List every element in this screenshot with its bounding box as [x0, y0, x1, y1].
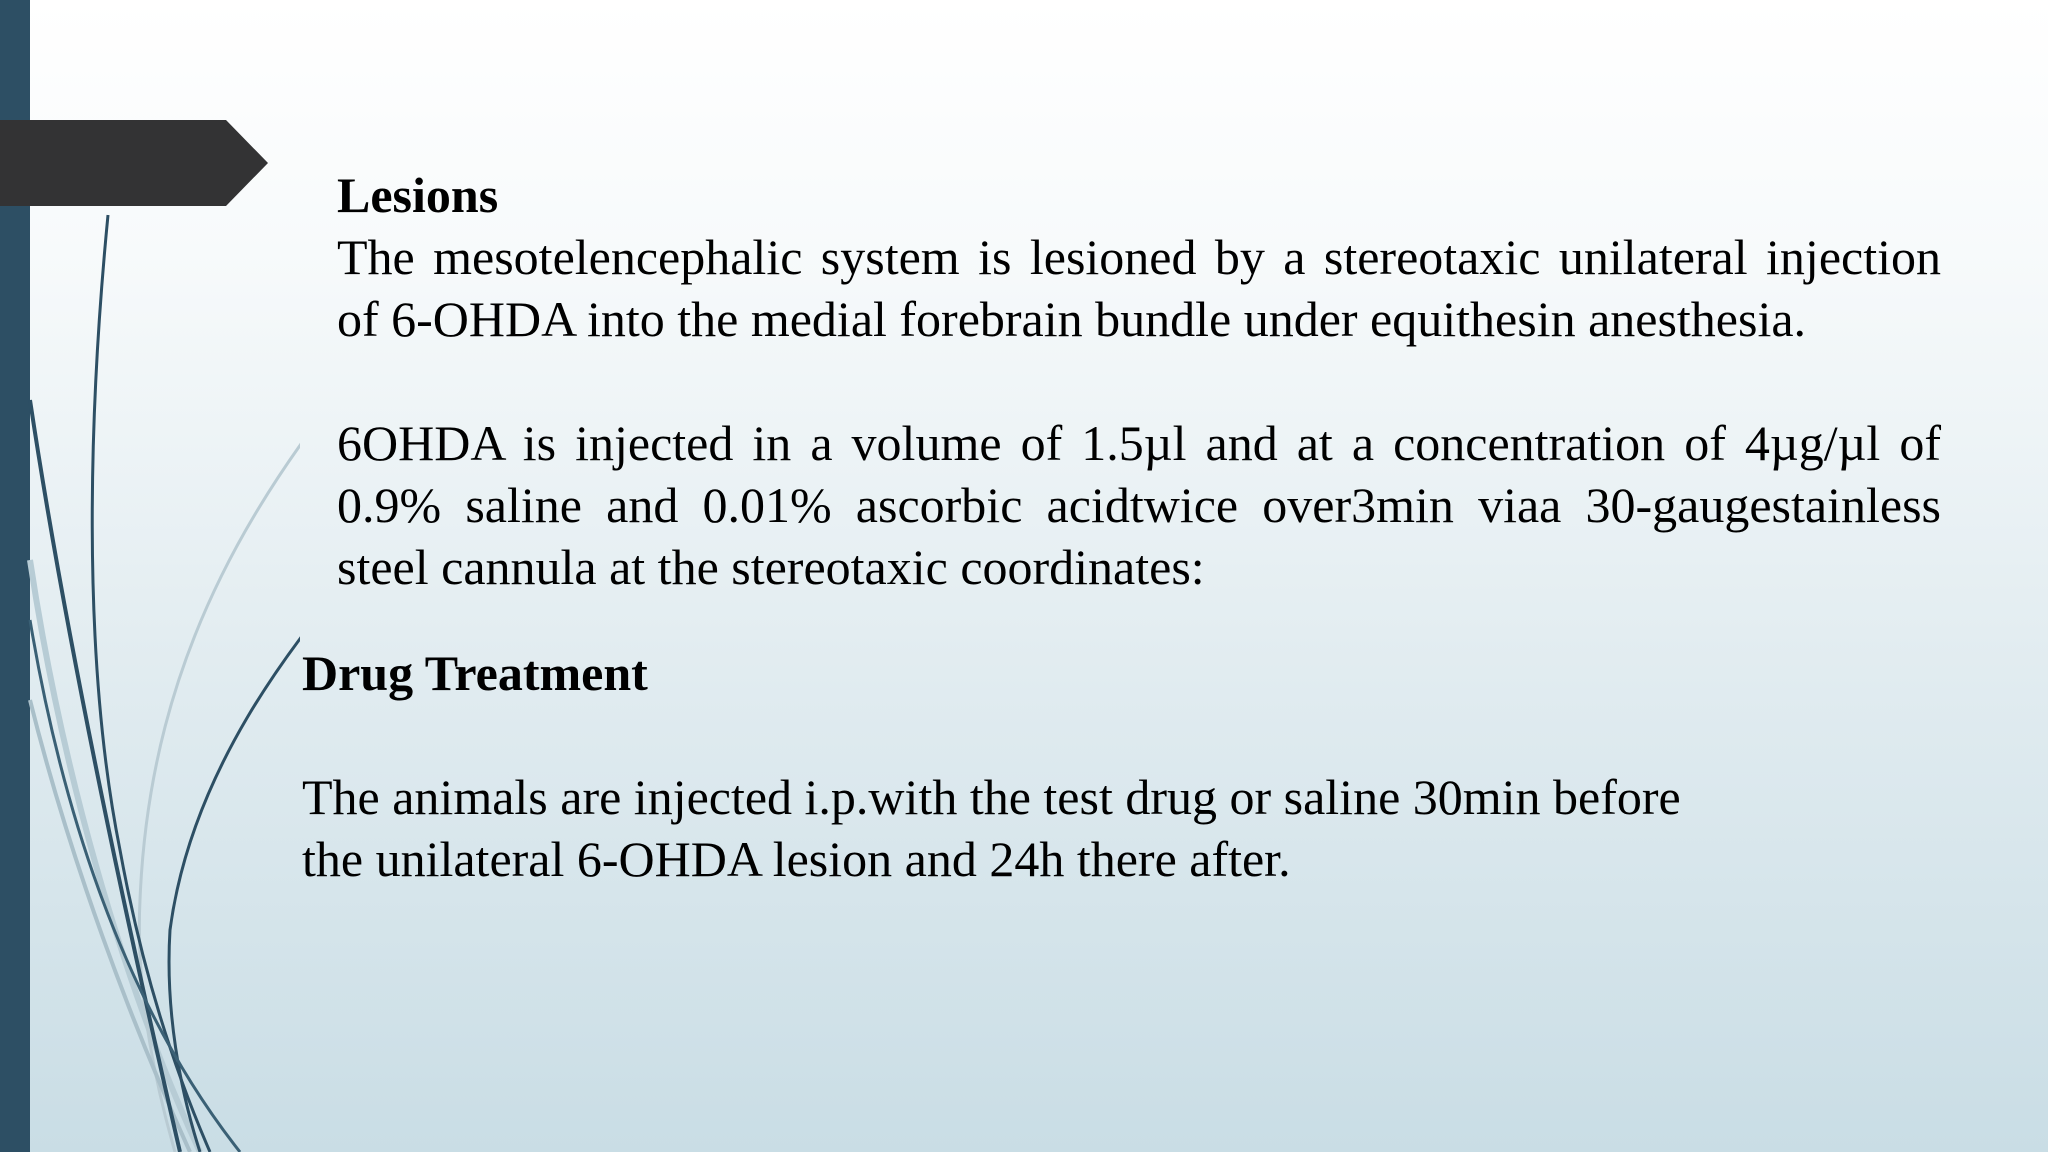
drug-treatment-section	[302, 642, 1942, 890]
drug-treatment-line-2: the unilateral 6-OHDA lesion and 24h there after.	[302, 831, 1291, 887]
dark-curve-3	[169, 525, 300, 1152]
paragraph-gap	[302, 704, 1942, 766]
drug-treatment-line-1: The animals are injected i.p.with the test drug or saline 30min before	[302, 769, 1681, 825]
dark-curve-4	[30, 620, 240, 1152]
lesions-section	[337, 164, 1941, 598]
drug-treatment-heading: Drug Treatment	[302, 645, 648, 701]
title-arrow-tab	[0, 120, 270, 206]
paragraph-gap	[337, 350, 1941, 412]
lesions-paragraph-2: 6OHDA is injected in a volume of 1.5µl and at a concentration of 4µg/µl of 0.9% saline and 0.01% ascorbic acidtwice over3min viaa 30-gaugestainless steel cannula at the stereotaxic coordinates:	[337, 415, 1941, 595]
lesions-heading: Lesions	[337, 167, 499, 223]
lesions-paragraph-1: The mesotelencephalic system is lesioned by a stereotaxic unilateral injection of 6-OHDA into the medial forebrain bundle under equithesin anesthesia.	[337, 229, 1941, 347]
